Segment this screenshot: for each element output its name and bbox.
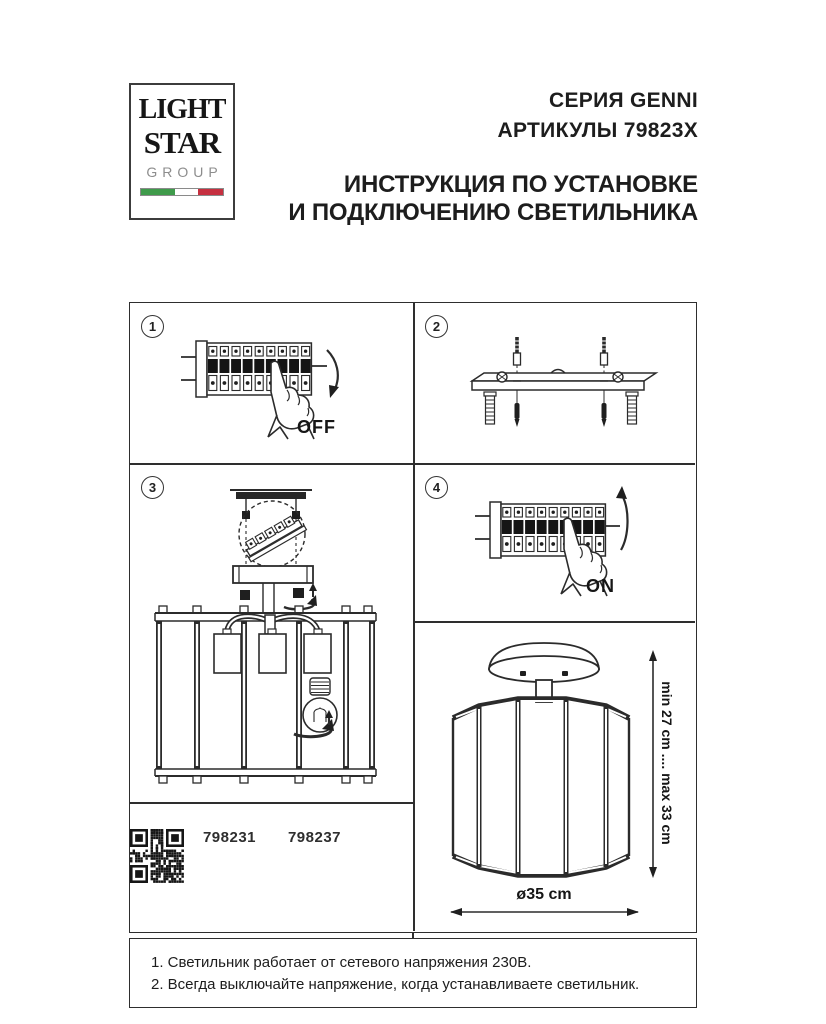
step-2-cell — [414, 303, 698, 463]
breaker-panel — [475, 502, 620, 558]
circuit-breaker-on-diagram — [414, 464, 698, 622]
logo-word-group: GROUP — [146, 164, 223, 180]
qr-code-label: 798231 — [202, 829, 257, 846]
qr-item-1 — [197, 829, 263, 851]
logo-word-star: STAR — [143, 125, 221, 160]
instruction-title — [288, 171, 698, 227]
breaker-panel — [181, 341, 327, 397]
lightstar-logo — [129, 83, 235, 220]
flag-red-band — [198, 189, 223, 195]
instruction-title-line1: ИНСТРУКЦИЯ ПО УСТАНОВКЕ — [343, 171, 698, 198]
mounting-bracket-diagram — [414, 303, 698, 463]
step-4-cell — [414, 464, 698, 622]
step-3-cell — [130, 464, 414, 802]
lamp-dimensions-cell — [414, 623, 698, 934]
terminal-block — [241, 513, 306, 562]
diameter-dimension-label: ø35 cm — [516, 886, 572, 903]
off-label: OFF — [297, 417, 336, 437]
ceiling-bracket — [230, 490, 312, 519]
flag-green-band — [141, 189, 175, 195]
mounting-bar — [472, 370, 656, 391]
note-line-2: 2. Всегда выключайте напряжение, когда устанавливаете светильник. — [151, 976, 640, 993]
arrow-down-icon — [327, 350, 339, 398]
arrow-up-icon — [616, 486, 628, 550]
qr-code-label: 798237 — [287, 829, 342, 846]
height-dimension-label: min 27 cm .... max 33 cm — [659, 681, 675, 845]
faceted-shade — [453, 699, 629, 875]
instruction-title-line2: И ПОДКЛЮЧЕНИЮ СВЕТИЛЬНИКА — [288, 199, 698, 226]
lamp-sockets — [214, 629, 331, 673]
note-line-1: 1. Светильник работает от сетевого напряжения 230В. — [151, 954, 532, 971]
assembly-diagram — [130, 464, 414, 802]
step-number-3: 3 — [141, 476, 164, 499]
step-1-cell — [130, 303, 414, 463]
logo-word-light: LIGHT — [138, 94, 226, 125]
diameter-dimension-arrow — [450, 908, 639, 916]
steps-grid — [129, 302, 697, 933]
step-number-4: 4 — [425, 476, 448, 499]
italian-flag-stripe — [140, 188, 224, 196]
qr-codes-cell — [130, 803, 414, 934]
flag-white-band — [175, 189, 198, 195]
step-number-1: 1 — [141, 315, 164, 338]
qr-item-2 — [282, 829, 348, 851]
wall-anchors — [484, 392, 638, 424]
qr-code-image — [130, 829, 184, 883]
on-label: ON — [586, 576, 615, 596]
qr-code-row — [130, 829, 414, 851]
ceiling-canopy — [489, 643, 599, 702]
safety-notes — [129, 938, 697, 1008]
height-dimension-arrow — [649, 650, 657, 878]
step-number-2: 2 — [425, 315, 448, 338]
articles-title: АРТИКУЛЫ 79823X — [497, 119, 698, 142]
circuit-breaker-off-diagram — [130, 303, 414, 463]
series-title: СЕРИЯ GENNI — [548, 89, 698, 112]
screws-below — [515, 390, 607, 427]
document-header — [288, 86, 698, 227]
